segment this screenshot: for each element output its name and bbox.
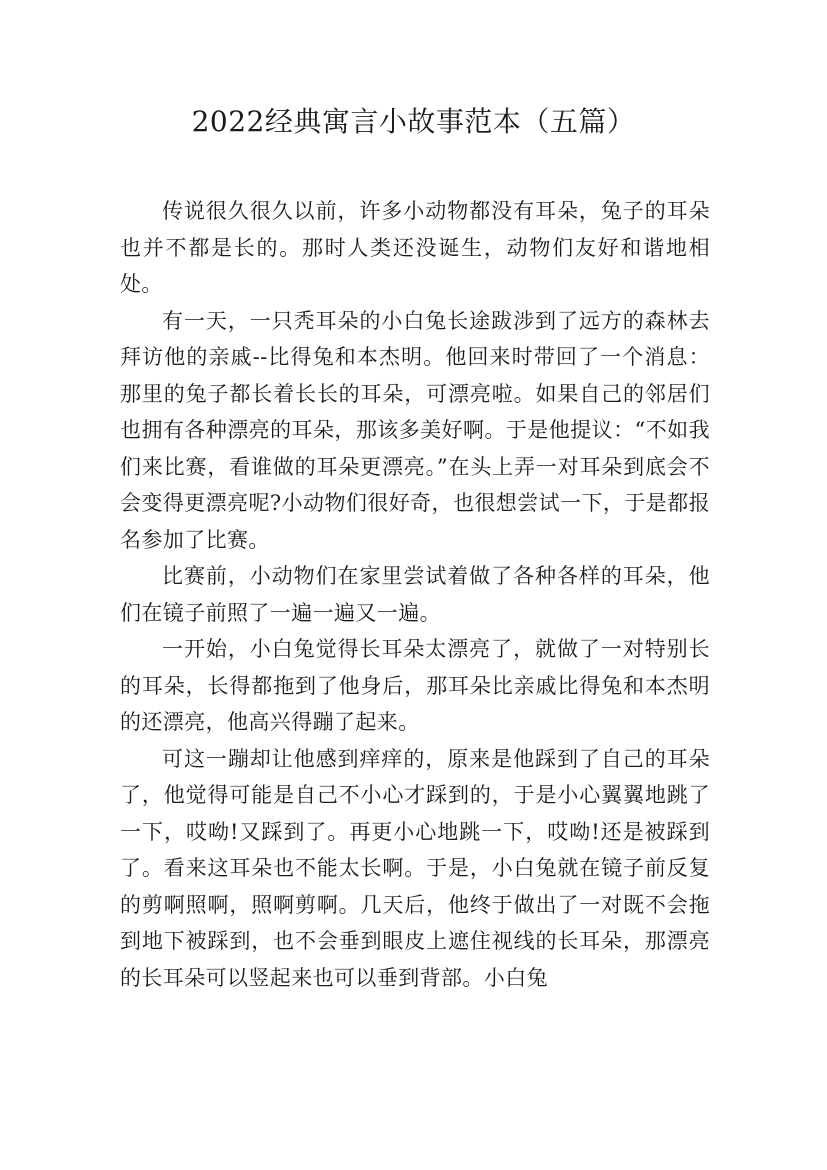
paragraph: 有一天，一只秃耳朵的小白兔长途跋涉到了远方的森林去拜访他的亲戚--比得兔和本杰明。他回来时带回了一个消息：那里的兔子都长着长长的耳朵，可漂亮啦。如果自己的邻居们也拥有各种漂亮的耳朵，那该多美好啊。于是他提议：“不如我们来比赛，看谁做的耳朵更漂亮。”在头上弄一对耳朵到底会不会变得更漂亮呢?小动物们很好奇，也很想尝试一下，于是都报名参加了比赛。	[120, 308, 710, 552]
document-title: 2022经典寓言小故事范本（五篇）	[191, 105, 636, 138]
paragraph: 比赛前，小动物们在家里尝试着做了各种各样的耳朵，他们在镜子前照了一遍一遍又一遍。	[120, 564, 710, 625]
document-body	[120, 193, 710, 996]
paragraph: 可这一蹦却让他感到痒痒的，原来是他踩到了自己的耳朵了，他觉得可能是自己不小心才踩到的，于是小心翼翼地跳了一下，哎呦!又踩到了。再更小心地跳一下，哎呦!还是被踩到了。看来这耳朵也不能太长啊。于是，小白兔就在镜子前反复的剪啊照啊，照啊剪啊。几天后，他终于做出了一对既不会拖到地下被踩到，也不会垂到眼皮上遮住视线的长耳朵，那漂亮的长耳朵可以竖起来也可以垂到背部。小白兔	[120, 746, 710, 990]
paragraph: 传说很久很久以前，许多小动物都没有耳朵，兔子的耳朵也并不都是长的。那时人类还没诞生，动物们友好和谐地相处。	[120, 199, 710, 296]
paragraph: 一开始，小白兔觉得长耳朵太漂亮了，就做了一对特别长的耳朵，长得都拖到了他身后，那耳朵比亲戚比得兔和本杰明的还漂亮，他高兴得蹦了起来。	[120, 637, 710, 734]
